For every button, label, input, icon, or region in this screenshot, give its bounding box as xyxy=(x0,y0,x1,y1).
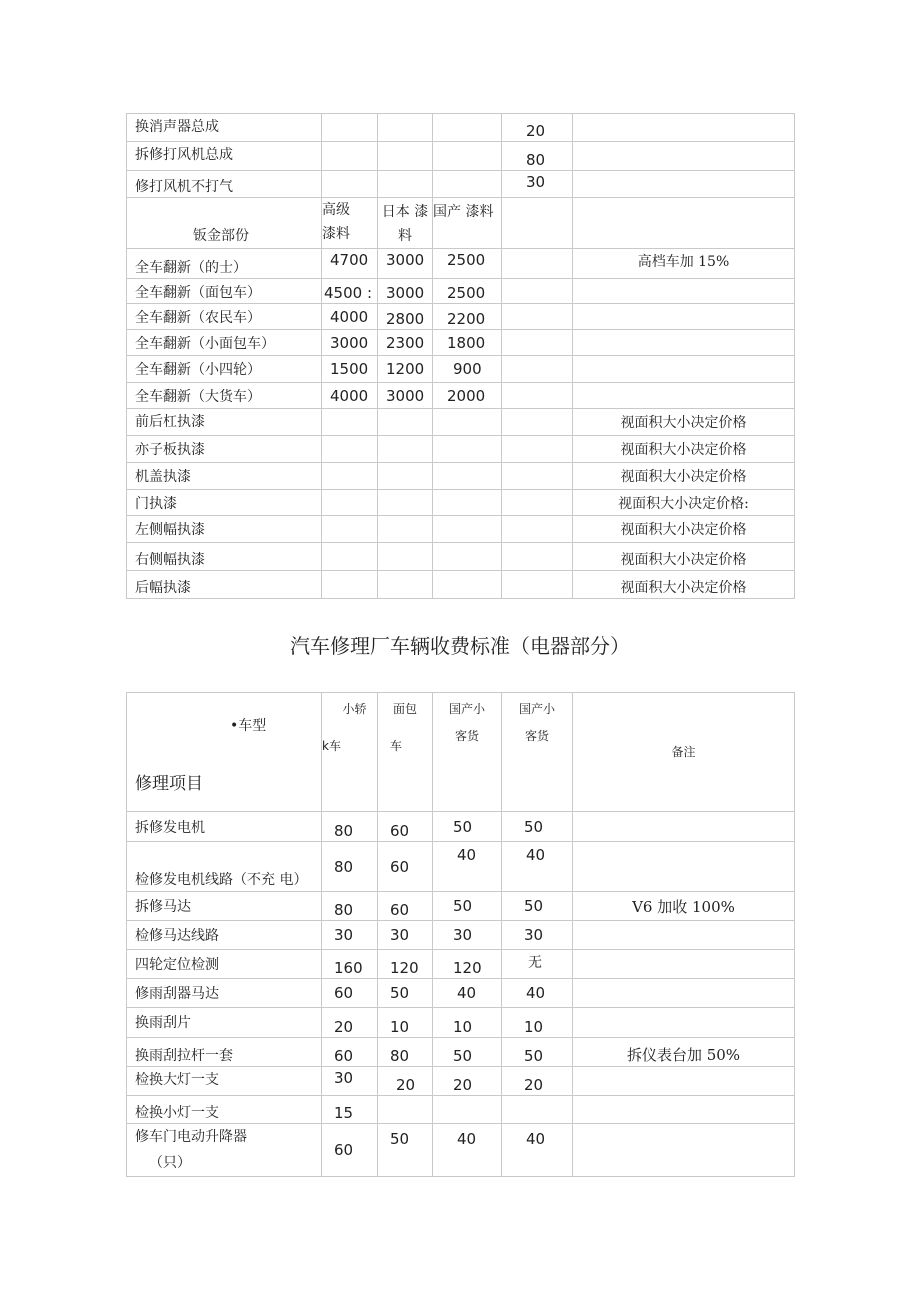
price-cell: 40 xyxy=(433,842,502,892)
item-cell: 全车翻新（的士） xyxy=(127,249,322,279)
price-cell: 40 xyxy=(433,979,502,1008)
price-cell: 40 xyxy=(433,1124,502,1177)
table-row xyxy=(127,892,795,921)
price-cell: 30 xyxy=(502,921,573,950)
table-row xyxy=(127,571,795,599)
item-cell: 换消声器总成 xyxy=(127,114,322,142)
table-row xyxy=(127,330,795,356)
price-cell: 60 xyxy=(378,892,433,921)
price-cell: 50 xyxy=(502,1038,573,1067)
price-cell: 40 xyxy=(502,842,573,892)
sheet-section-label: 钣金部份 xyxy=(127,198,322,249)
price-cell: 20 xyxy=(378,1067,433,1096)
sheet-metal-price-table xyxy=(126,113,795,599)
price-cell: 3000 xyxy=(378,383,433,409)
price-cell: 50 xyxy=(502,892,573,921)
repair-item-label: 修理项目 xyxy=(135,774,203,794)
price-cell: 160 xyxy=(322,950,378,979)
header-cell: 面包 车 xyxy=(378,693,433,812)
note-cell: 视面积大小决定价格: xyxy=(573,490,795,516)
item-cell: 检修发电机线路（不充 电） xyxy=(127,842,322,892)
item-cell: 修打风机不打气 xyxy=(127,171,322,198)
price-cell: 4000 xyxy=(322,304,378,330)
price-cell: 4700 xyxy=(322,249,378,279)
table-row xyxy=(127,409,795,436)
price-cell: 2800 xyxy=(378,304,433,330)
table-row xyxy=(127,1038,795,1067)
item-cell: 拆修马达 xyxy=(127,892,322,921)
price-cell: 80 xyxy=(322,842,378,892)
sheet-header-row xyxy=(127,198,795,249)
price-cell: 50 xyxy=(378,979,433,1008)
table-row xyxy=(127,463,795,490)
item-cell: 前后杠执漆 xyxy=(127,409,322,436)
table-row xyxy=(127,842,795,892)
header-cell: 高级 漆料 xyxy=(322,198,378,249)
price-cell: 900 xyxy=(433,356,502,383)
item-cell: 修雨刮器马达 xyxy=(127,979,322,1008)
table-row xyxy=(127,142,795,171)
note-cell: 视面积大小决定价格 xyxy=(573,436,795,463)
price-cell: 80 xyxy=(322,892,378,921)
table-row xyxy=(127,304,795,330)
electrical-price-table xyxy=(126,692,795,1177)
header-cell: 小轿 k车 xyxy=(322,693,378,812)
price-cell: 1500 xyxy=(322,356,378,383)
price-cell: 4000 xyxy=(322,383,378,409)
note-cell: V6 加收 100% xyxy=(573,892,795,921)
item-cell: 后幅执漆 xyxy=(127,571,322,599)
price-cell: 1800 xyxy=(433,330,502,356)
item-cell: 检修马达线路 xyxy=(127,921,322,950)
price-cell: 80 xyxy=(502,142,573,171)
price-cell: 2500 xyxy=(433,249,502,279)
price-cell: 40 xyxy=(502,1124,573,1177)
price-cell: 60 xyxy=(378,842,433,892)
table-row xyxy=(127,114,795,142)
price-cell: 2000 xyxy=(433,383,502,409)
price-cell: 50 xyxy=(433,892,502,921)
item-cell: 换雨刮拉杆一套 xyxy=(127,1038,322,1067)
note-cell: 视面积大小决定价格 xyxy=(573,516,795,543)
note-cell: 视面积大小决定价格 xyxy=(573,463,795,490)
table-row xyxy=(127,1067,795,1096)
table-row xyxy=(127,516,795,543)
price-cell: 1200 xyxy=(378,356,433,383)
price-cell: 4500 : xyxy=(322,279,378,304)
price-cell: 30 xyxy=(378,921,433,950)
table-row xyxy=(127,979,795,1008)
item-cell: 拆修打风机总成 xyxy=(127,142,322,171)
price-cell: 50 xyxy=(502,812,573,842)
note-cell: 视面积大小决定价格 xyxy=(573,571,795,599)
table-row xyxy=(127,436,795,463)
table-row xyxy=(127,490,795,516)
price-cell: 10 xyxy=(433,1008,502,1038)
price-cell: 60 xyxy=(378,812,433,842)
table-row xyxy=(127,1096,795,1124)
note-cell: 视面积大小决定价格 xyxy=(573,543,795,571)
note-cell: 拆仪表台加 50% xyxy=(573,1038,795,1067)
table-row xyxy=(127,249,795,279)
price-cell: 15 xyxy=(322,1096,378,1124)
price-cell: 30 xyxy=(433,921,502,950)
price-cell: 40 xyxy=(502,979,573,1008)
header-cell: 国产小 客货 xyxy=(433,693,502,812)
price-cell: 50 xyxy=(433,1038,502,1067)
price-cell: 50 xyxy=(378,1124,433,1177)
price-cell: 30 xyxy=(322,921,378,950)
table-row xyxy=(127,1008,795,1038)
price-cell: 60 xyxy=(322,979,378,1008)
item-cell: 左侧幅执漆 xyxy=(127,516,322,543)
item-cell: 全车翻新（小面包车） xyxy=(127,330,322,356)
table-row xyxy=(127,356,795,383)
price-cell: 20 xyxy=(502,1067,573,1096)
item-cell: 全车翻新（农民车） xyxy=(127,304,322,330)
car-type-label: •车型 xyxy=(230,718,267,734)
price-cell: 10 xyxy=(502,1008,573,1038)
item-cell: 右侧幅执漆 xyxy=(127,543,322,571)
header-cell: 日本 漆 料 xyxy=(378,198,433,249)
item-cell: 换雨刮片 xyxy=(127,1008,322,1038)
price-cell: 80 xyxy=(322,812,378,842)
item-cell: 全车翻新（面包车） xyxy=(127,279,322,304)
price-cell: 3000 xyxy=(322,330,378,356)
page-title: 汽车修理厂车辆收费标准（电器部分） xyxy=(290,634,630,658)
price-cell: 30 xyxy=(322,1067,378,1096)
note-cell: 高档车加 15% xyxy=(573,249,795,279)
price-cell: 60 xyxy=(322,1124,378,1177)
price-cell: 2200 xyxy=(433,304,502,330)
table-row xyxy=(127,543,795,571)
corner-header-cell xyxy=(127,693,322,812)
price-cell: 120 xyxy=(378,950,433,979)
header-cell: 国产 漆料 xyxy=(433,198,502,249)
table-row xyxy=(127,921,795,950)
item-cell: 检换大灯一支 xyxy=(127,1067,322,1096)
price-cell: 3000 xyxy=(378,279,433,304)
header-row xyxy=(127,693,795,812)
item-cell: 检换小灯一支 xyxy=(127,1096,322,1124)
price-cell: 2500 xyxy=(433,279,502,304)
table-row xyxy=(127,812,795,842)
table-row xyxy=(127,383,795,409)
note-cell: 视面积大小决定价格 xyxy=(573,409,795,436)
item-cell: 亦子板执漆 xyxy=(127,436,322,463)
price-cell: 20 xyxy=(502,114,573,142)
price-cell: 20 xyxy=(322,1008,378,1038)
item-cell: 四轮定位检测 xyxy=(127,950,322,979)
price-cell: 10 xyxy=(378,1008,433,1038)
header-cell: 国产小 客货 xyxy=(502,693,573,812)
price-cell: 30 xyxy=(502,171,573,198)
table-row xyxy=(127,950,795,979)
price-cell: 20 xyxy=(433,1067,502,1096)
price-cell: 3000 xyxy=(378,249,433,279)
price-cell: 无 xyxy=(502,950,573,979)
item-cell: 全车翻新（小四轮） xyxy=(127,356,322,383)
note-header-cell: 备注 xyxy=(573,693,795,812)
item-cell: 全车翻新（大货车） xyxy=(127,383,322,409)
item-cell: 拆修发电机 xyxy=(127,812,322,842)
table-row xyxy=(127,1124,795,1177)
price-cell: 120 xyxy=(433,950,502,979)
item-cell: 门执漆 xyxy=(127,490,322,516)
table-row xyxy=(127,279,795,304)
price-cell: 80 xyxy=(378,1038,433,1067)
price-cell: 2300 xyxy=(378,330,433,356)
price-cell: 60 xyxy=(322,1038,378,1067)
item-cell: 修车门电动升降器 （只） xyxy=(127,1124,322,1177)
item-cell: 机盖执漆 xyxy=(127,463,322,490)
price-cell: 50 xyxy=(433,812,502,842)
table-row xyxy=(127,171,795,198)
